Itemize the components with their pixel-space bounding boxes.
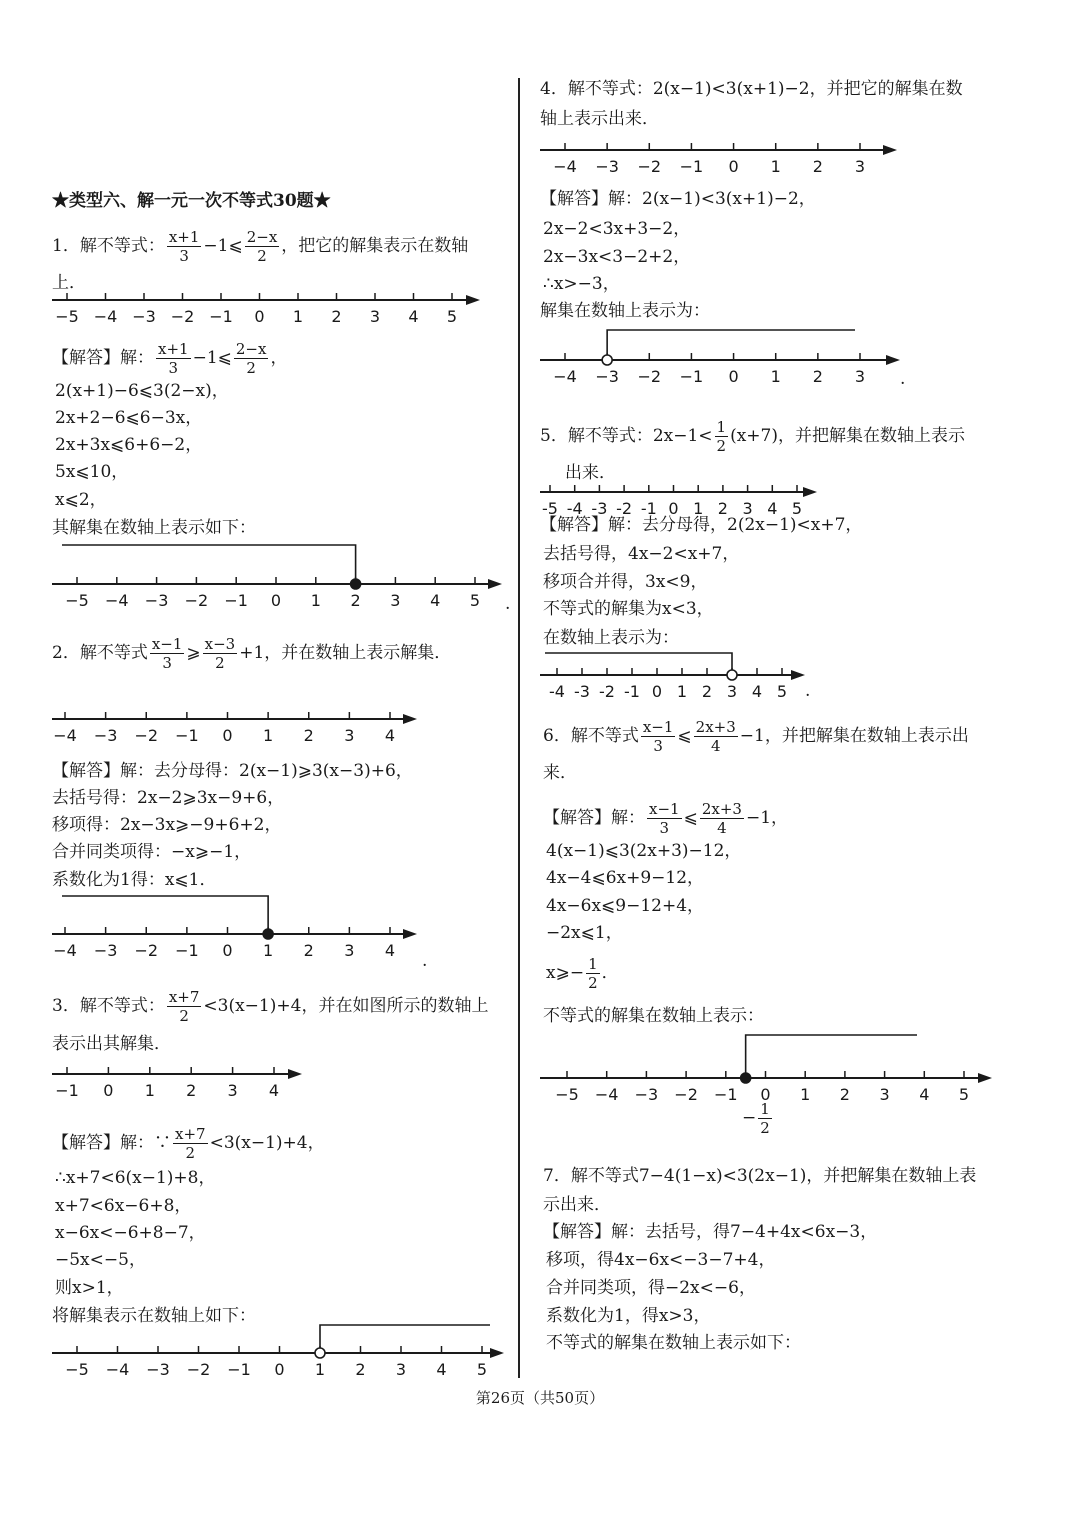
column-divider xyxy=(518,78,520,1378)
axis-tick-label: -2 xyxy=(599,682,615,701)
axis-tick-label: 2 xyxy=(701,682,713,701)
p6-last-frac xyxy=(586,955,600,992)
axis-tick-label: 2 xyxy=(812,157,823,176)
p5-step-1: 【解答】解：去分母得，2(2x−1)<x+7， xyxy=(540,515,863,535)
p6-ans-f2-den: 4 xyxy=(717,819,727,837)
p6-conclusion: 不等式的解集在数轴上表示： xyxy=(543,1006,764,1026)
p4-step-1: 【解答】解：2(x−1)<3(x+1)−2， xyxy=(540,189,816,209)
axis-tick-label: −2 xyxy=(186,1360,211,1379)
axis-tick-label: 4 xyxy=(919,1085,930,1104)
p3-ans-f-num: x+7 xyxy=(175,1125,206,1143)
axis-tick-label: 1 xyxy=(144,1081,155,1100)
p3-step-3: x−6x<−6+8−7， xyxy=(55,1223,206,1243)
p1-ans-f2-den: 2 xyxy=(246,359,256,377)
p4-step-2: 2x−2<3x+3−2， xyxy=(543,219,691,239)
p6-question-cont: 来． xyxy=(543,763,577,783)
p6-f1-den: 3 xyxy=(653,737,663,755)
closed-point-icon xyxy=(263,929,273,939)
p1-answer-line xyxy=(52,340,287,377)
axis-tick-label: 0 xyxy=(222,941,233,960)
axis-arrow-icon xyxy=(791,670,805,680)
p1-ans-label: 【解答】解： xyxy=(52,348,154,368)
axis-tick-label: −1 xyxy=(175,726,199,745)
axis-tick-label: −1 xyxy=(55,1081,79,1100)
axis-tick-label: −2 xyxy=(637,157,662,176)
p5-f-num: 1 xyxy=(716,418,727,436)
p6-mid: ⩽ xyxy=(677,726,692,746)
p1-ans-frac-1 xyxy=(156,340,191,377)
axis-tick-label: −4 xyxy=(553,157,577,176)
p6-step-1: 4(x−1)⩽3(2x+3)−12， xyxy=(546,841,742,861)
axis-tick-label: 3 xyxy=(879,1085,890,1104)
axis-tick-label: −1 xyxy=(209,307,233,326)
axis-arrow-icon xyxy=(403,714,417,724)
p6-ans-f1-num: x−1 xyxy=(649,800,680,818)
axis-tick-label: 3 xyxy=(227,1081,238,1100)
p1-end-dot: . xyxy=(505,594,511,614)
p4-step-5: 解集在数轴上表示为： xyxy=(540,301,710,321)
axis-tick-label: −4 xyxy=(105,591,129,610)
solution-bracket xyxy=(62,545,356,584)
p6-ans-f1-den: 3 xyxy=(659,819,670,837)
axis-tick-label: 2 xyxy=(303,726,314,745)
p6-f2-den: 4 xyxy=(710,737,721,755)
p1-number-line-blank xyxy=(52,290,482,330)
p2-number-line-solution xyxy=(52,895,422,967)
p6-prefix: 6．解不等式 xyxy=(543,726,639,746)
p5-step-3: 移项合并得，3x<9， xyxy=(543,572,708,592)
p6-answer-line xyxy=(543,800,788,837)
axis-tick-label: 0 xyxy=(651,682,663,701)
p1-question-cont: 上． xyxy=(52,273,86,293)
p1-number-line-solution xyxy=(52,540,512,615)
axis-tick-label: −5 xyxy=(65,1360,89,1379)
axis-tick-label: 3 xyxy=(369,307,381,326)
axis-tick-label: 5 xyxy=(476,1360,488,1379)
axis-tick-label: −4 xyxy=(105,1360,130,1379)
axis-tick-label: -5 xyxy=(542,499,558,518)
p2-fraction-2 xyxy=(203,635,238,672)
p6-fraction-1 xyxy=(641,718,676,755)
axis-tick-label: 0 xyxy=(274,1360,285,1379)
p3-step-1: ∴x+7<6(x−1)+8， xyxy=(55,1168,216,1188)
p4-number-line-solution xyxy=(540,325,905,395)
axis-tick-label: −2 xyxy=(134,941,159,960)
axis-tick-label: 2 xyxy=(303,941,314,960)
axis-tick-label: 2 xyxy=(812,367,823,386)
p3-step-5: 则x>1， xyxy=(55,1278,124,1298)
axis-tick-label: −4 xyxy=(53,941,77,960)
axis-arrow-icon xyxy=(803,487,817,497)
p2-step-1: 【解答】解：去分母得：2(x−1)⩾3(x−3)+6， xyxy=(52,761,413,781)
p3-question-cont: 表示出其解集． xyxy=(52,1034,171,1054)
axis-tick-label: -1 xyxy=(640,499,657,518)
p5-f-den: 2 xyxy=(716,437,727,455)
p1-step-1: 2(x+1)−6⩽3(2−x)， xyxy=(55,381,229,401)
problem-7-question-1: 7．解不等式7−4(1−x)<3(2x−1)，并把解集在数轴上表 xyxy=(543,1166,977,1186)
axis-tick-label: 5 xyxy=(446,307,458,326)
p6-ans-frac-2 xyxy=(700,800,744,837)
axis-tick-label: -1 xyxy=(624,682,640,701)
p2-step-4: 合并同类项得：−x⩾−1， xyxy=(52,842,252,862)
p3-answer-line xyxy=(52,1125,325,1162)
p7-step-3: 合并同类项，得−2x<−6， xyxy=(546,1278,756,1298)
axis-tick-label: 4 xyxy=(268,1081,280,1100)
p3-f1-num: x+7 xyxy=(168,988,200,1006)
p4-end-dot: . xyxy=(900,369,906,389)
p6-point-sign: − xyxy=(742,1108,757,1128)
axis-tick-label: 5 xyxy=(958,1085,970,1104)
axis-tick-label: −3 xyxy=(595,157,619,176)
p5-question-cont: 出来． xyxy=(565,463,616,483)
p3-fraction-1 xyxy=(167,988,202,1025)
p1-prefix: 1．解不等式： xyxy=(52,236,165,256)
p6-last-den: 2 xyxy=(588,974,598,992)
axis-arrow-icon xyxy=(883,145,897,155)
p1-conclusion: 其解集在数轴上表示如下： xyxy=(52,518,256,538)
p3-suffix: <3(x−1)+4，并在如图所示的数轴上 xyxy=(203,996,489,1016)
axis-tick-label: 4 xyxy=(751,682,763,701)
open-point-icon xyxy=(315,1348,325,1358)
axis-tick-label: −3 xyxy=(146,1360,170,1379)
p3-prefix: 3．解不等式： xyxy=(52,996,165,1016)
axis-tick-label: 3 xyxy=(742,499,753,518)
section-heading: ★类型六、解一元一次不等式30题★ xyxy=(52,191,331,211)
problem-1-question xyxy=(52,228,468,265)
p6-point-label xyxy=(742,1100,774,1137)
axis-tick-label: −5 xyxy=(55,307,79,326)
axis-tick-label: 3 xyxy=(395,1360,407,1379)
p2-prefix: 2．解不等式 xyxy=(52,643,148,663)
p5-step-4: 不等式的解集为x<3， xyxy=(543,599,714,619)
p1-ans-mid: −1⩽ xyxy=(192,348,232,368)
axis-tick-label: 4 xyxy=(384,726,396,745)
p2-f2-den: 2 xyxy=(215,654,225,672)
axis-tick-label: −4 xyxy=(93,307,118,326)
axis-tick-label: −1 xyxy=(175,941,199,960)
axis-tick-label: 3 xyxy=(726,682,738,701)
axis-tick-label: 5 xyxy=(791,499,803,518)
p5-suffix: (x+7)，并把解集在数轴上表示 xyxy=(730,426,965,446)
p1-suffix: ，把它的解集表示在数轴 xyxy=(281,236,469,256)
axis-tick-label: 4 xyxy=(408,307,419,326)
p6-fraction-2 xyxy=(694,718,738,755)
p7-step-2: 移项，得4x−6x<−3−7+4， xyxy=(546,1250,776,1270)
p3-ans-label: 【解答】解：∵ xyxy=(52,1133,171,1153)
problem-6-question xyxy=(543,718,969,755)
p5-number-line-solution xyxy=(540,648,810,701)
p4-step-3: 2x−3x<3−2+2， xyxy=(543,247,691,267)
axis-tick-label: −4 xyxy=(594,1085,619,1104)
p3-f1-den: 2 xyxy=(179,1007,189,1025)
p1-ans-frac-2 xyxy=(234,340,269,377)
p3-ans-tail: <3(x−1)+4， xyxy=(209,1133,325,1153)
p1-step-2: 2x+2−6⩽6−3x， xyxy=(55,408,203,428)
axis-tick-label: 5 xyxy=(776,682,788,701)
axis-tick-label: 1 xyxy=(263,941,274,960)
axis-tick-label: 1 xyxy=(800,1085,811,1104)
p1-step-3: 2x+3x⩽6+6−2， xyxy=(55,435,203,455)
p5-end-dot: . xyxy=(805,681,811,701)
p6-last-prefix: x⩾− xyxy=(546,963,585,983)
axis-tick-label: 3 xyxy=(390,591,401,610)
axis-tick-label: 0 xyxy=(728,157,739,176)
p2-step-3: 移项得：2x−3x⩾−9+6+2， xyxy=(52,815,282,835)
p6-number-line-solution xyxy=(540,1030,995,1105)
p6-f1-num: x−1 xyxy=(642,718,674,736)
closed-point-icon xyxy=(741,1073,751,1083)
p1-fraction-1 xyxy=(167,228,202,265)
axis-tick-label: 2 xyxy=(717,499,728,518)
p3-ans-frac xyxy=(173,1125,208,1162)
axis-tick-label: −3 xyxy=(144,591,169,610)
p2-fraction-1 xyxy=(150,635,185,672)
p6-ans-mid: ⩽ xyxy=(683,808,698,828)
axis-arrow-icon xyxy=(288,1069,302,1079)
axis-tick-label: 0 xyxy=(222,726,233,745)
p1-step-4: 5x⩽10， xyxy=(55,462,129,482)
p1-fraction-2 xyxy=(245,228,280,265)
p6-ans-f2-num: 2x+3 xyxy=(701,800,742,818)
p2-suffix: +1，并在数轴上表示解集． xyxy=(239,643,452,663)
p2-end-dot: . xyxy=(422,951,428,971)
axis-tick-label: -3 xyxy=(574,682,590,701)
p3-ans-f-den: 2 xyxy=(185,1144,196,1162)
p3-number-line-blank xyxy=(52,1060,312,1105)
p5-prefix: 5．解不等式：2x−1< xyxy=(540,426,713,446)
axis-tick-label: −4 xyxy=(53,726,77,745)
axis-tick-label: 2 xyxy=(350,591,361,610)
axis-arrow-icon xyxy=(403,929,417,939)
axis-tick-label: 3 xyxy=(344,941,355,960)
axis-arrow-icon xyxy=(488,579,502,589)
axis-tick-label: 0 xyxy=(254,307,265,326)
axis-tick-label: −2 xyxy=(637,367,662,386)
axis-tick-label: 4 xyxy=(384,941,396,960)
p2-number-line-blank xyxy=(52,705,422,750)
axis-tick-label: 3 xyxy=(344,726,355,745)
p2-f2-num: x−3 xyxy=(204,635,236,653)
axis-tick-label: 4 xyxy=(767,499,778,518)
axis-tick-label: −2 xyxy=(674,1085,698,1104)
p5-step-5: 在数轴上表示为： xyxy=(543,628,679,648)
p4-step-4: ∴x>−3， xyxy=(543,274,620,294)
p1-ans-f1-num: x+1 xyxy=(158,340,189,358)
p3-number-line-solution xyxy=(52,1320,512,1390)
p6-ans-frac-1 xyxy=(647,800,682,837)
p6-last-num: 1 xyxy=(588,955,598,973)
axis-tick-label: −3 xyxy=(634,1085,659,1104)
p1-ans-f1-den: 3 xyxy=(168,359,179,377)
axis-tick-label: -4 xyxy=(549,682,565,701)
problem-4-question-2: 轴上表示出来． xyxy=(540,109,659,129)
p1-ans-comma: ， xyxy=(270,348,288,368)
p1-f2-den: 2 xyxy=(257,247,267,265)
p6-point-den: 2 xyxy=(760,1119,770,1137)
solution-bracket xyxy=(545,653,732,675)
axis-tick-label: −4 xyxy=(553,367,577,386)
problem-7-question-2: 示出来． xyxy=(543,1195,611,1215)
p6-step-3: 4x−6x⩽9−12+4， xyxy=(546,896,705,916)
axis-tick-label: 1 xyxy=(770,157,781,176)
axis-tick-label: 1 xyxy=(292,307,304,326)
p2-step-5: 系数化为1得：x⩽1． xyxy=(52,870,217,890)
axis-tick-label: −1 xyxy=(227,1360,251,1379)
p5-number-line-blank xyxy=(540,482,820,517)
axis-tick-label: -3 xyxy=(591,499,608,518)
axis-tick-label: 1 xyxy=(310,591,321,610)
axis-arrow-icon xyxy=(490,1348,504,1358)
axis-tick-label: −5 xyxy=(555,1085,579,1104)
p7-step-5: 不等式的解集在数轴上表示如下： xyxy=(546,1333,801,1353)
axis-tick-label: -4 xyxy=(566,499,583,518)
axis-tick-label: 3 xyxy=(854,367,866,386)
p1-f1-num: x+1 xyxy=(168,228,200,246)
p3-step-4: −5x<−5， xyxy=(55,1250,146,1270)
p3-step-2: x+7<6x−6+8， xyxy=(55,1196,192,1216)
open-point-icon xyxy=(727,670,737,680)
p2-f1-den: 3 xyxy=(162,654,172,672)
p6-ans-label: 【解答】解： xyxy=(543,808,645,828)
solution-bracket xyxy=(746,1035,917,1078)
page-footer: 第26页（共50页） xyxy=(475,1389,605,1407)
p7-step-4: 系数化为1，得x>3， xyxy=(546,1306,711,1326)
solution-bracket xyxy=(320,1325,490,1353)
axis-tick-label: −1 xyxy=(224,591,248,610)
axis-tick-label: 4 xyxy=(430,591,441,610)
problem-4-question-1: 4．解不等式：2(x−1)<3(x+1)−2，并把它的解集在数 xyxy=(540,79,963,99)
problem-2-question xyxy=(52,635,451,672)
p5-fraction xyxy=(715,418,729,455)
axis-tick-label: 3 xyxy=(854,157,866,176)
axis-tick-label: 0 xyxy=(668,499,679,518)
p1-f2-num: 2−x xyxy=(246,228,278,246)
axis-tick-label: 0 xyxy=(760,1085,771,1104)
axis-tick-label: 2 xyxy=(331,307,342,326)
axis-tick-label: 2 xyxy=(839,1085,850,1104)
p2-f1-num: x−1 xyxy=(151,635,183,653)
axis-tick-label: −2 xyxy=(184,591,209,610)
p5-step-2: 去括号得，4x−2<x+7， xyxy=(543,544,740,564)
p6-last-suffix: ． xyxy=(601,963,619,983)
axis-tick-label: −3 xyxy=(93,726,118,745)
p3-step-6: 将解集表示在数轴上如下： xyxy=(52,1306,256,1326)
closed-point-icon xyxy=(351,579,361,589)
axis-tick-label: 2 xyxy=(186,1081,197,1100)
axis-tick-label: 0 xyxy=(103,1081,114,1100)
p6-point-frac xyxy=(758,1100,772,1137)
p6-ans-tail: −1， xyxy=(745,808,789,828)
axis-arrow-icon xyxy=(978,1073,992,1083)
p1-f1-den: 3 xyxy=(179,247,189,265)
p1-mid: −1⩽ xyxy=(203,236,243,256)
p6-suffix: −1，并把解集在数轴上表示出 xyxy=(739,726,969,746)
axis-tick-label: −1 xyxy=(714,1085,738,1104)
p6-point-num: 1 xyxy=(760,1100,770,1118)
p1-step-5: x⩽2， xyxy=(55,490,107,510)
axis-tick-label: −1 xyxy=(679,367,704,386)
p2-mid: ⩾ xyxy=(186,643,201,663)
axis-arrow-icon xyxy=(466,295,480,305)
axis-tick-label: −3 xyxy=(93,941,118,960)
axis-arrow-icon xyxy=(886,355,900,365)
axis-tick-label: −2 xyxy=(134,726,159,745)
axis-tick-label: 2 xyxy=(355,1360,366,1379)
solution-bracket xyxy=(62,896,268,934)
p1-ans-f2-num: 2−x xyxy=(235,340,267,358)
problem-3-question xyxy=(52,988,488,1025)
p2-step-2: 去括号得：2x−2⩾3x−9+6， xyxy=(52,788,285,808)
axis-tick-label: 1 xyxy=(263,726,274,745)
p7-step-1: 【解答】解：去括号，得7−4+4x<6x−3， xyxy=(543,1222,878,1242)
axis-tick-label: 4 xyxy=(436,1360,447,1379)
p6-f2-num: 2x+3 xyxy=(695,718,736,736)
p6-step-2: 4x−4⩽6x+9−12， xyxy=(546,868,705,888)
axis-tick-label: −1 xyxy=(679,157,704,176)
axis-tick-label: 1 xyxy=(314,1360,326,1379)
axis-tick-label: −5 xyxy=(65,591,89,610)
axis-tick-label: −3 xyxy=(132,307,156,326)
p6-step-4: −2x⩽1， xyxy=(546,923,623,943)
open-point-icon xyxy=(602,355,612,365)
axis-tick-label: −2 xyxy=(170,307,195,326)
axis-tick-label: 0 xyxy=(728,367,739,386)
axis-tick-label: 1 xyxy=(676,682,688,701)
problem-5-question xyxy=(540,418,965,455)
axis-tick-label: -2 xyxy=(616,499,633,518)
p6-step-5 xyxy=(546,955,619,992)
axis-tick-label: −3 xyxy=(595,367,619,386)
axis-tick-label: 1 xyxy=(693,499,704,518)
axis-tick-label: 0 xyxy=(270,591,282,610)
axis-tick-label: 5 xyxy=(469,591,481,610)
p4-number-line-blank xyxy=(540,138,900,183)
axis-tick-label: 1 xyxy=(770,367,781,386)
